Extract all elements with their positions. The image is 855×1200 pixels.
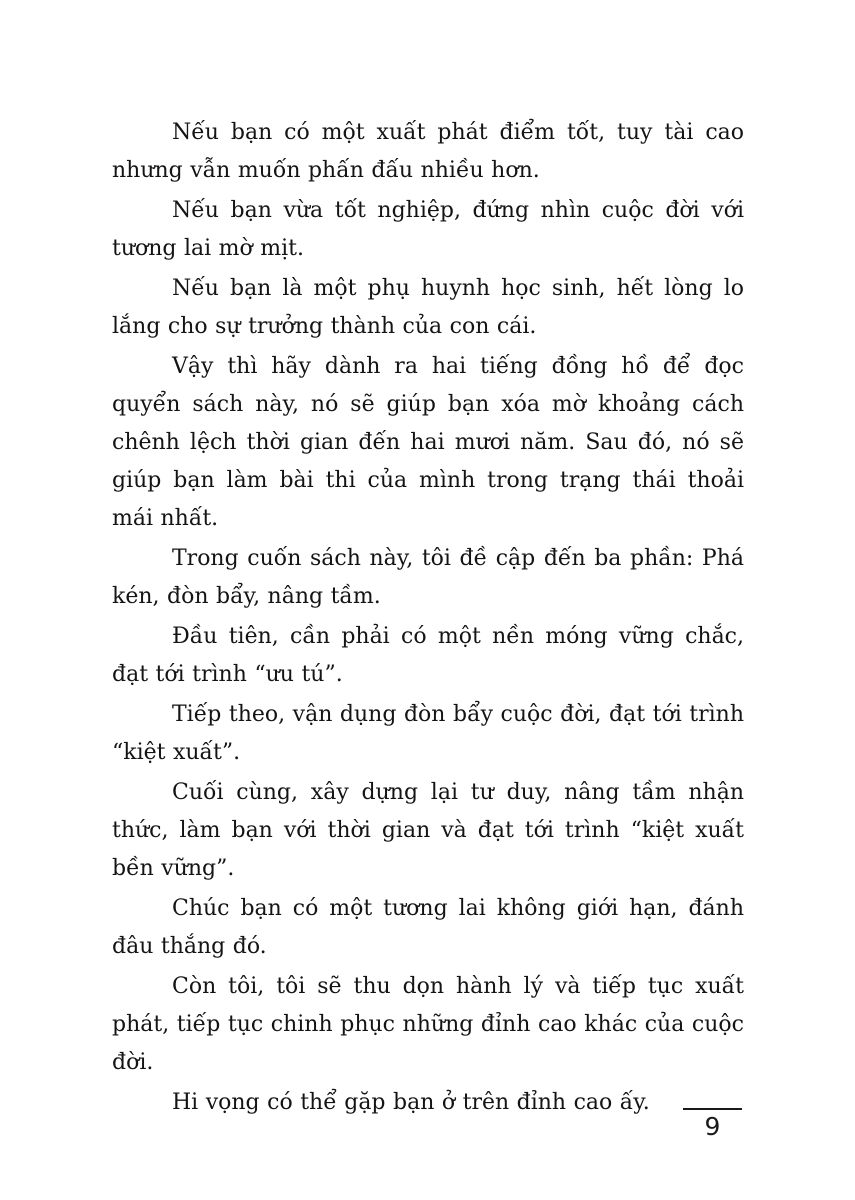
paragraph-1: Nếu bạn có một xuất phát điểm tốt, tuy tài cao nhưng vẫn muốn phấn đấu nhiều hơn. [112,120,744,183]
paragraph-11: Hi vọng có thể gặp bạn ở trên đỉnh cao ấy. [172,1090,650,1115]
paragraph-4: Vậy thì hãy dành ra hai tiếng đồng hồ để đọc quyển sách này, nó sẽ giúp bạn xóa mờ khoảng cách chênh lệch thời gian đến hai mươi năm. Sau đó, nó sẽ giúp bạn làm bài thi của mình trong trạng thái thoải mái nhất. [112,354,744,531]
paragraph-6: Đầu tiên, cần phải có một nền móng vững chắc, đạt tới trình “ưu tú”. [112,624,744,687]
page-number: 9 [704,1112,721,1141]
paragraph-8: Cuối cùng, xây dựng lại tư duy, nâng tầm nhận thức, làm bạn với thời gian và đạt tới trình “kiệt xuất bền vững”. [112,780,744,881]
paragraph-2: Nếu bạn vừa tốt nghiệp, đứng nhìn cuộc đời với tương lai mờ mịt. [112,198,744,261]
footer-divider-line [683,1108,742,1110]
page-body-text [112,114,744,1124]
paragraph-9: Chúc bạn có một tương lai không giới hạn, đánh đâu thắng đó. [112,896,744,959]
paragraph-3: Nếu bạn là một phụ huynh học sinh, hết lòng lo lắng cho sự trưởng thành của con cái. [112,276,744,339]
paragraph-7: Tiếp theo, vận dụng đòn bẩy cuộc đời, đạt tới trình “kiệt xuất”. [112,702,744,765]
paragraph-10: Còn tôi, tôi sẽ thu dọn hành lý và tiếp tục xuất phát, tiếp tục chinh phục những đỉnh cao khác của cuộc đời. [112,974,744,1075]
paragraph-5: Trong cuốn sách này, tôi đề cập đến ba phần: Phá kén, đòn bẩy, nâng tầm. [112,546,744,609]
